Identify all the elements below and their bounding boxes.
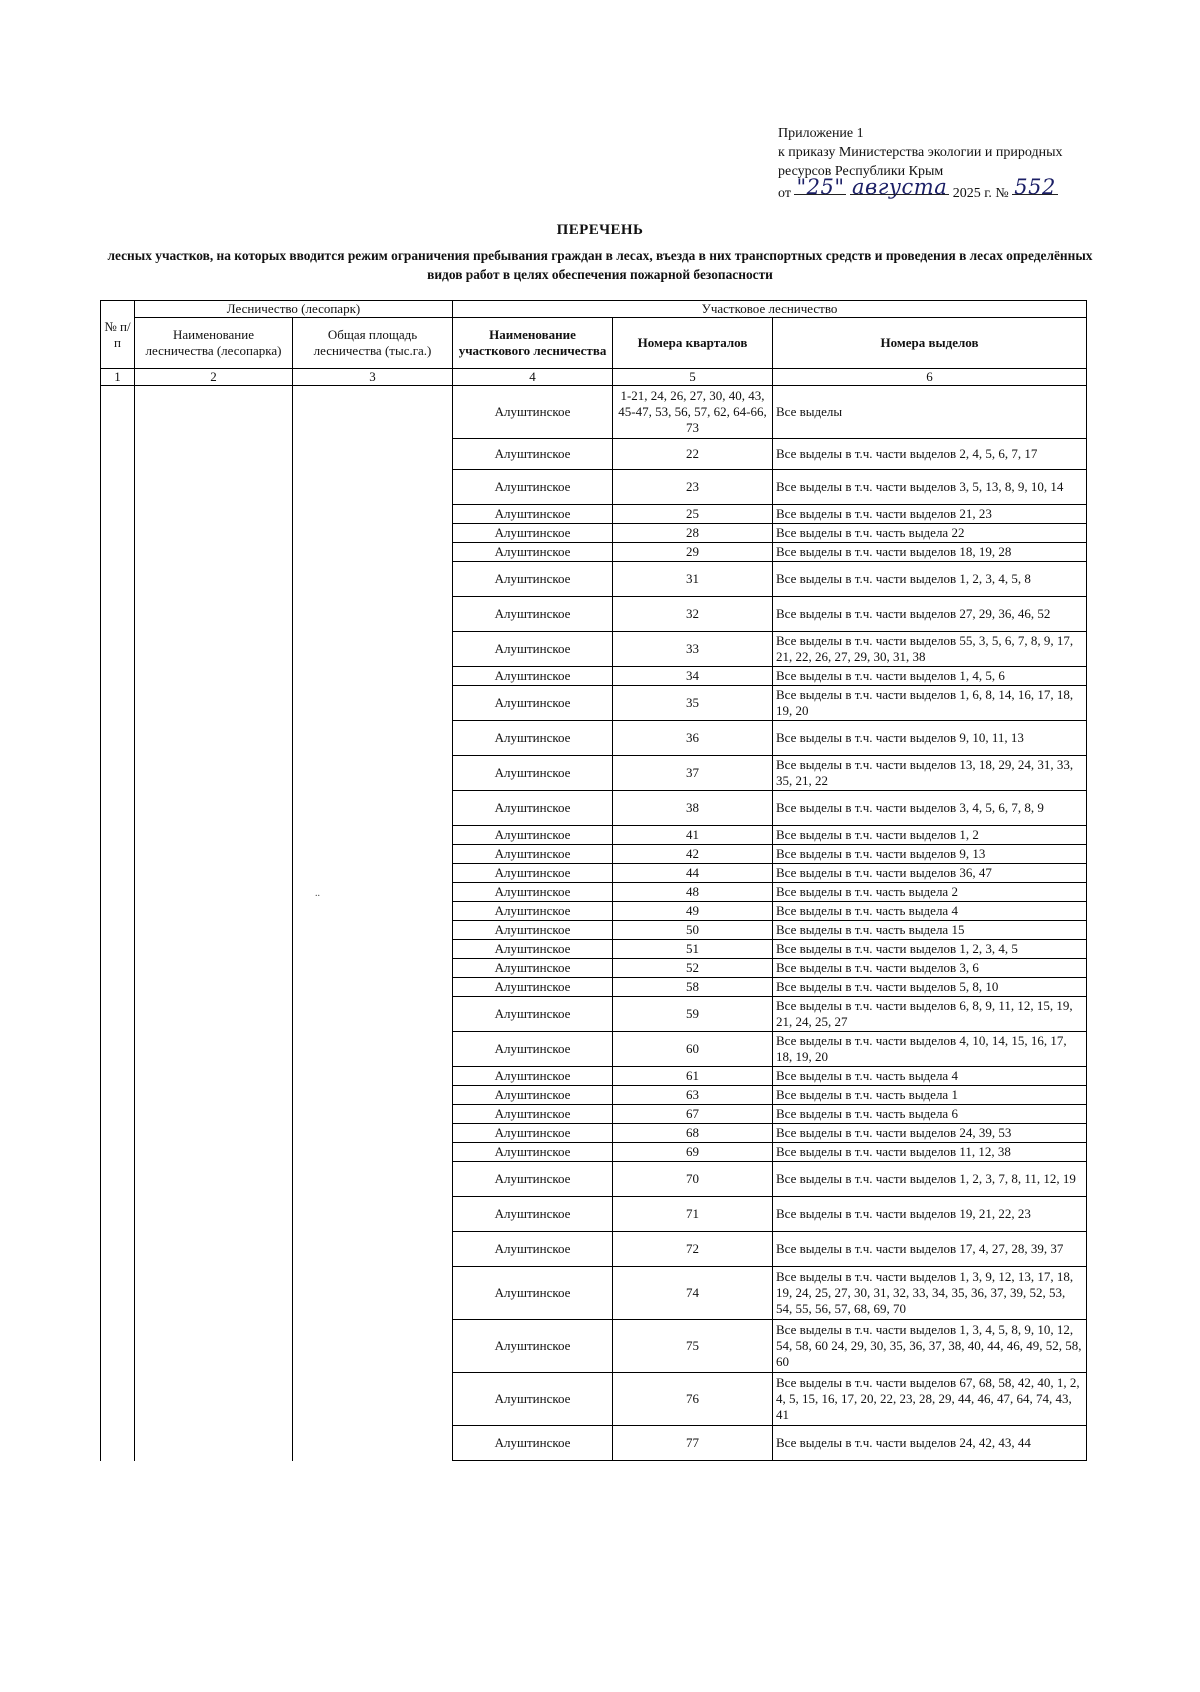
district-name-cell: Алуштинское [453,864,613,883]
plots-cell: Все выделы в т.ч. части выделов 3, 6 [773,959,1087,978]
district-name-cell: Алуштинское [453,997,613,1032]
header-district-name: Наименование участкового лесничества [453,318,613,369]
plots-cell: Все выделы в т.ч. часть выдела 6 [773,1105,1087,1124]
quarters-cell: 33 [613,632,773,667]
handwritten-month: августа [851,175,948,199]
district-name-cell: Алуштинское [453,1162,613,1197]
column-number: 4 [453,369,613,386]
quarters-cell: 51 [613,940,773,959]
district-name-cell: Алуштинское [453,1232,613,1267]
plots-cell: Все выделы в т.ч. части выделов 13, 18, 29, 24, 31, 33, 35, 21, 22 [773,756,1087,791]
header-total-area: Общая площадь лесничества (тыс.га.) [293,318,453,369]
quarters-cell: 58 [613,978,773,997]
quarters-cell: 42 [613,845,773,864]
plots-cell: Все выделы в т.ч. части выделов 4, 10, 14, 15, 16, 17, 18, 19, 20 [773,1032,1087,1067]
plots-cell: Все выделы в т.ч. часть выдела 15 [773,921,1087,940]
quarters-cell: 74 [613,1267,773,1320]
district-name-cell: Алуштинское [453,1426,613,1461]
quarters-cell: 36 [613,721,773,756]
forest-plots-table-container [100,300,1086,1461]
appendix-from-label: от [778,186,791,201]
district-name-cell: Алуштинское [453,686,613,721]
plots-cell: Все выделы [773,386,1087,439]
column-number: 3 [293,369,453,386]
plots-cell: Все выделы в т.ч. части выделов 2, 4, 5, 6, 7, 17 [773,439,1087,470]
quarters-cell: 50 [613,921,773,940]
plots-cell: Все выделы в т.ч. части выделов 67, 68, 58, 42, 40, 1, 2, 4, 5, 15, 16, 17, 20, 22, 23, 28, 29, 44, 46, 47, 64, 74, 43, 41 [773,1373,1087,1426]
plots-cell: Все выделы в т.ч. части выделов 17, 4, 27, 28, 39, 37 [773,1232,1087,1267]
plots-cell: Все выделы в т.ч. части выделов 19, 21, 22, 23 [773,1197,1087,1232]
appendix-order-ref: к приказу Министерства экологии и природных [778,145,1063,160]
table-body [101,386,1087,1461]
header-num: № п/п [101,301,135,369]
header-plots: Номера выделов [773,318,1087,369]
document-subtitle: лесных участков, на которых вводится режим ограничения пребывания граждан в лесах, въезда в них транспортных средств и проведения в лесах определённых видов работ в целях обеспечения пожарной безопасности [107,248,1093,282]
quarters-cell: 22 [613,439,773,470]
header-quarters: Номера кварталов [613,318,773,369]
district-name-cell: Алуштинское [453,978,613,997]
district-name-cell: Алуштинское [453,756,613,791]
district-name-cell: Алуштинское [453,597,613,632]
plots-cell: Все выделы в т.ч. части выделов 9, 10, 11, 13 [773,721,1087,756]
table-row [101,386,1087,439]
quarters-cell: 28 [613,524,773,543]
header-group-district: Участковое лесничество [453,301,1087,318]
district-name-cell: Алуштинское [453,1143,613,1162]
district-name-cell: Алуштинское [453,845,613,864]
district-name-cell: Алуштинское [453,1086,613,1105]
handwritten-order-number: 552 [1014,175,1056,199]
plots-cell: Все выделы в т.ч. части выделов 5, 8, 10 [773,978,1087,997]
district-name-cell: Алуштинское [453,921,613,940]
plots-cell: Все выделы в т.ч. часть выдела 2 [773,883,1087,902]
appendix-ministry: ресурсов Республики Крым [778,164,944,179]
district-name-cell: Алуштинское [453,439,613,470]
district-name-cell: Алуштинское [453,1197,613,1232]
column-number: 1 [101,369,135,386]
district-name-cell: Алуштинское [453,470,613,505]
quarters-cell: 71 [613,1197,773,1232]
district-name-cell: Алуштинское [453,562,613,597]
plots-cell: Все выделы в т.ч. части выделов 55, 3, 5, 6, 7, 8, 9, 17, 21, 22, 26, 27, 29, 30, 31, 38 [773,632,1087,667]
quarters-cell: 67 [613,1105,773,1124]
plots-cell: Все выделы в т.ч. части выделов 24, 39, 53 [773,1124,1087,1143]
plots-cell: Все выделы в т.ч. части выделов 21, 23 [773,505,1087,524]
quarters-cell: 72 [613,1232,773,1267]
plots-cell: Все выделы в т.ч. часть выдела 22 [773,524,1087,543]
plots-cell: Все выделы в т.ч. части выделов 11, 12, 38 [773,1143,1087,1162]
district-name-cell: Алуштинское [453,524,613,543]
district-name-cell: Алуштинское [453,1267,613,1320]
quarters-cell: 37 [613,756,773,791]
merged-forestry-name-cell [135,386,293,1461]
district-name-cell: Алуштинское [453,505,613,524]
quarters-cell: 25 [613,505,773,524]
merged-num-cell [101,386,135,1461]
merged-cell-mark: .. [315,888,320,899]
plots-cell: Все выделы в т.ч. части выделов 36, 47 [773,864,1087,883]
quarters-cell: 32 [613,597,773,632]
quarters-cell: 69 [613,1143,773,1162]
document-title: ПЕРЕЧЕНЬ [556,222,644,238]
plots-cell: Все выделы в т.ч. части выделов 1, 6, 8, 14, 16, 17, 18, 19, 20 [773,686,1087,721]
plots-cell: Все выделы в т.ч. части выделов 3, 5, 13, 8, 9, 10, 14 [773,470,1087,505]
plots-cell: Все выделы в т.ч. части выделов 1, 3, 9, 12, 13, 17, 18, 19, 24, 25, 27, 30, 31, 32, 33, 34, 35, 36, 37, 39, 52, 53, 54, 55, 56, 57, 68, 69, 70 [773,1267,1087,1320]
district-name-cell: Алуштинское [453,959,613,978]
plots-cell: Все выделы в т.ч. части выделов 1, 4, 5, 6 [773,667,1087,686]
quarters-cell: 75 [613,1320,773,1373]
header-forestry-name: Наименование лесничества (лесопарка) [135,318,293,369]
plots-cell: Все выделы в т.ч. части выделов 27, 29, 36, 46, 52 [773,597,1087,632]
appendix-year-label: 2025 г. № [952,186,1009,201]
plots-cell: Все выделы в т.ч. части выделов 1, 3, 4, 5, 8, 9, 10, 12, 54, 58, 60 24, 29, 30, 35, 36, 37, 38, 40, 44, 46, 49, 52, 58, 60 [773,1320,1087,1373]
plots-cell: Все выделы в т.ч. части выделов 1, 2, 3, 4, 5 [773,940,1087,959]
district-name-cell: Алуштинское [453,543,613,562]
quarters-cell: 52 [613,959,773,978]
quarters-cell: 61 [613,1067,773,1086]
district-name-cell: Алуштинское [453,791,613,826]
appendix-block [778,124,1063,203]
plots-cell: Все выделы в т.ч. части выделов 9, 13 [773,845,1087,864]
forest-plots-table [100,300,1087,1461]
quarters-cell: 38 [613,791,773,826]
plots-cell: Все выделы в т.ч. части выделов 1, 2, 3, 4, 5, 8 [773,562,1087,597]
plots-cell: Все выделы в т.ч. части выделов 24, 42, 43, 44 [773,1426,1087,1461]
plots-cell: Все выделы в т.ч. части выделов 6, 8, 9, 11, 12, 15, 19, 21, 24, 25, 27 [773,997,1087,1032]
quarters-cell: 60 [613,1032,773,1067]
quarters-cell: 29 [613,543,773,562]
district-name-cell: Алуштинское [453,1124,613,1143]
district-name-cell: Алуштинское [453,1105,613,1124]
district-name-cell: Алуштинское [453,883,613,902]
district-name-cell: Алуштинское [453,1320,613,1373]
district-name-cell: Алуштинское [453,902,613,921]
table-header [101,301,1087,386]
quarters-cell: 77 [613,1426,773,1461]
quarters-cell: 49 [613,902,773,921]
quarters-cell: 76 [613,1373,773,1426]
plots-cell: Все выделы в т.ч. части выделов 18, 19, 28 [773,543,1087,562]
plots-cell: Все выделы в т.ч. части выделов 1, 2 [773,826,1087,845]
plots-cell: Все выделы в т.ч. часть выдела 4 [773,1067,1087,1086]
quarters-cell: 59 [613,997,773,1032]
quarters-cell: 68 [613,1124,773,1143]
quarters-cell: 35 [613,686,773,721]
quarters-cell: 41 [613,826,773,845]
quarters-cell: 70 [613,1162,773,1197]
district-name-cell: Алуштинское [453,1032,613,1067]
plots-cell: Все выделы в т.ч. части выделов 1, 2, 3, 7, 8, 11, 12, 19 [773,1162,1087,1197]
merged-total-area-cell [293,386,453,1461]
plots-cell: Все выделы в т.ч. части выделов 3, 4, 5, 6, 7, 8, 9 [773,791,1087,826]
district-name-cell: Алуштинское [453,826,613,845]
quarters-cell: 34 [613,667,773,686]
district-name-cell: Алуштинское [453,721,613,756]
column-number: 6 [773,369,1087,386]
district-name-cell: Алуштинское [453,940,613,959]
quarters-cell: 1-21, 24, 26, 27, 30, 40, 43, 45-47, 53, 56, 57, 62, 64-66, 73 [613,386,773,439]
column-number: 2 [135,369,293,386]
district-name-cell: Алуштинское [453,632,613,667]
appendix-title: Приложение 1 [778,126,864,141]
plots-cell: Все выделы в т.ч. часть выдела 4 [773,902,1087,921]
header-group-forestry: Лесничество (лесопарк) [135,301,453,318]
quarters-cell: 44 [613,864,773,883]
district-name-cell: Алуштинское [453,667,613,686]
appendix-order-date [778,175,1063,203]
district-name-cell: Алуштинское [453,1373,613,1426]
quarters-cell: 23 [613,470,773,505]
district-name-cell: Алуштинское [453,1067,613,1086]
plots-cell: Все выделы в т.ч. часть выдела 1 [773,1086,1087,1105]
column-number-row [101,369,1087,386]
district-name-cell: Алуштинское [453,386,613,439]
quarters-cell: 31 [613,562,773,597]
quarters-cell: 63 [613,1086,773,1105]
column-number: 5 [613,369,773,386]
handwritten-day: "25" [796,175,845,199]
quarters-cell: 48 [613,883,773,902]
